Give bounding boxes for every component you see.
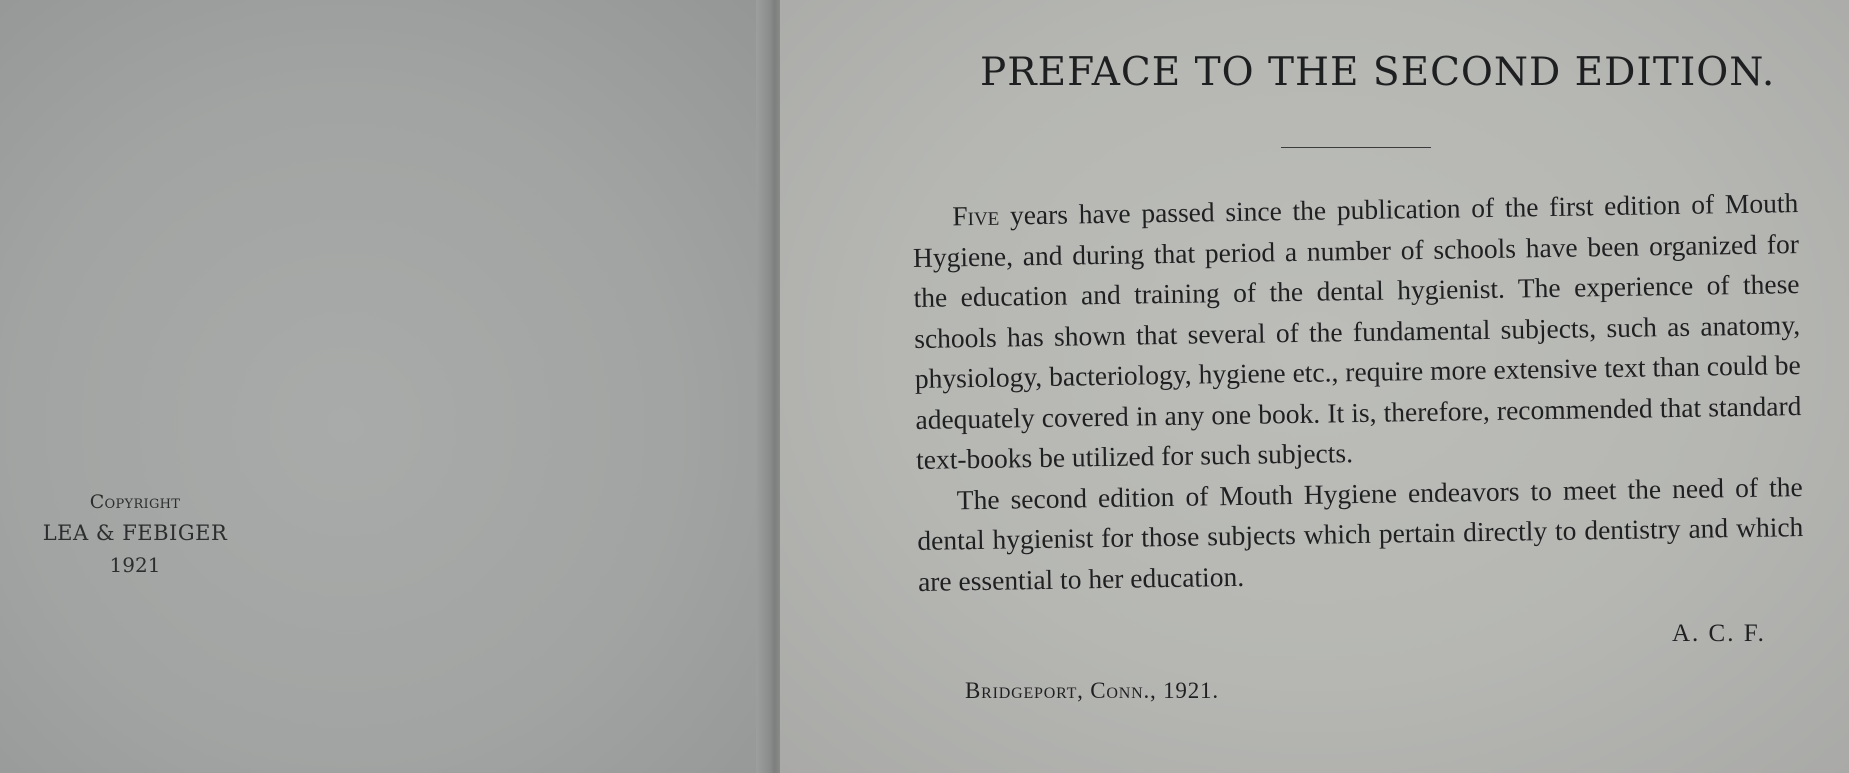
preface-body xyxy=(912,183,1804,602)
copyright-year: 1921 xyxy=(109,552,161,577)
paragraph-1-text: years have passed since the publication of the first edition of Mouth Hygiene, and during that period a number of schools have been organized for the education and training of the dental hygienist. The experience of these schools has shown that several of the fundamental subjects, such as anatomy, physiology, bacteriology, hygiene etc., require more extensive text than could be adequately covered in any one book. It is, therefore, recommended that standard text-books be utilized for such subjects. xyxy=(912,187,1802,475)
copyright-block xyxy=(20,488,250,581)
copyright-label: Copyright xyxy=(89,491,181,513)
preface-title: PREFACE TO THE SECOND EDITION. xyxy=(980,50,1776,95)
preface-paragraph-2: The second edition of Mouth Hygiene endeavors to meet the need of the dental hygienist for those subjects which pertain directly to dentistry and which are essential to her education. xyxy=(917,470,1804,597)
left-page xyxy=(0,0,768,773)
author-initials: A. C. F. xyxy=(1672,620,1766,647)
place-and-date: Bridgeport, Conn., 1921. xyxy=(965,678,1219,703)
paragraph-lead-word: Five xyxy=(952,199,1000,232)
publisher-name: LEA & FEBIGER xyxy=(42,521,228,546)
title-divider xyxy=(1281,147,1431,148)
preface-paragraph-1 xyxy=(912,183,1802,480)
